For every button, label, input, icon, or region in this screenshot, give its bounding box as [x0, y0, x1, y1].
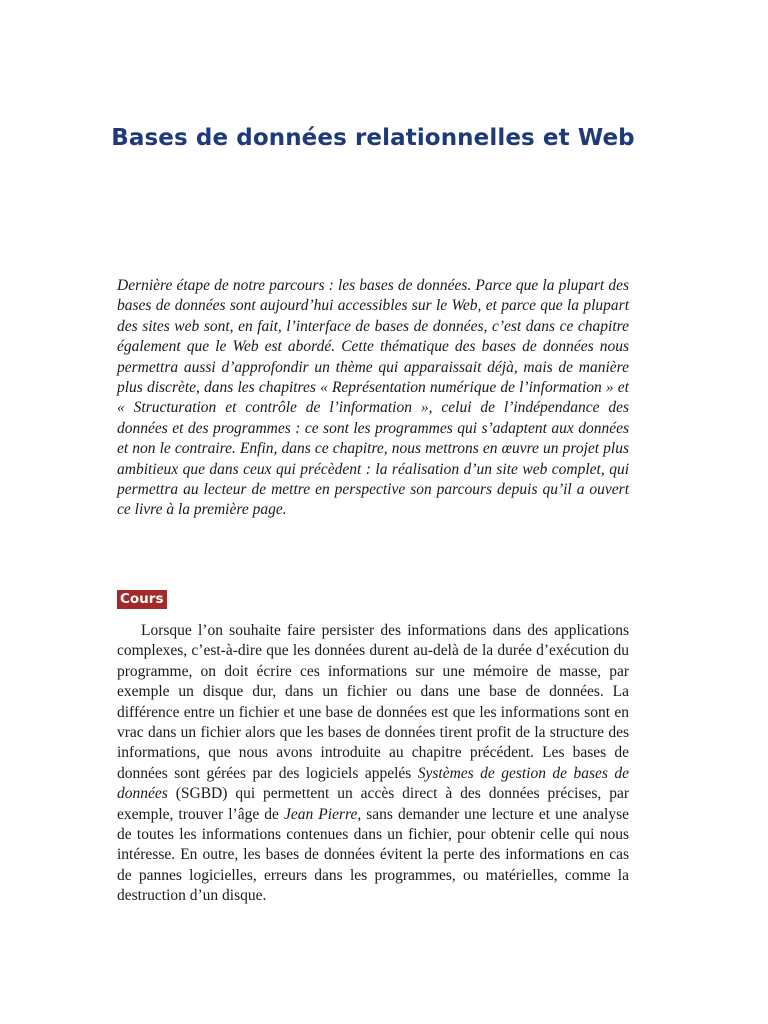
- cours-text-part3: sans demander une lecture et une analyse de toutes les informations contenues dans un fichier, pour obtenir celle qui nous intéresse. En outre, les bases de données évitent la perte des informations en cas de pannes logicielles, erreurs dans les programmes, ou matérielles, comme la destruction d’un disque.: [117, 805, 629, 905]
- cours-paragraph: [117, 621, 629, 907]
- cours-text-part2: (SGBD) qui permettent un accès direct à des données précises, par exemple, trouver l’âge de: [117, 785, 629, 823]
- chapter-intro: Dernière étape de notre parcours : les bases de données. Parce que la plupart des bases de données sont aujourd’hui accessibles sur le Web, et parce que la plupart des sites web sont, en fait, l’interface de bases de données, c’est dans ce chapitre également que le Web est abordé. Cette thématique des bases de données nous permettra aussi d’approfondir un thème qui apparaissait déjà, mais de manière plus discrète, dans les chapitres « Représentation numérique de l’information » et « Structuration et contrôle de l’information », celui de l’indépendance des données et des programmes : ce sont les programmes qui s’adaptent aux données et non le contraire. Enfin, dans ce chapitre, nous mettrons en œuvre un projet plus ambitieux que dans ceux qui précèdent : la réalisation d’un site web complet, qui permettra au lecteur de mettre en perspective son parcours depuis qu’il a ouvert ce livre à la première page.: [117, 277, 629, 519]
- cours-term-sgbd: Systèmes de gestion de bases de données: [117, 764, 629, 803]
- chapter-title: Bases de données relationnelles et Web: [111, 125, 635, 151]
- cours-text-part1: Lorsque l’on souhaite faire persister des informations dans des applications complexes, c’est-à-dire que les données durent au-delà de la durée d’exécution du programme, on doit écrire ces informations sur une mémoire de masse, par exemple un disque dur, dans un fichier ou dans une base de données. La différence entre un fichier et une base de données est que les informations sont en vrac dans un fichier alors que les bases de données tirent profit de la structure des informations, que nous avons introduite au chapitre précédent. Les bases de données sont gérées par des logiciels appelés: [117, 622, 629, 782]
- section-label-cours: Cours: [117, 590, 167, 609]
- cours-example-name: Jean Pierre,: [283, 805, 362, 823]
